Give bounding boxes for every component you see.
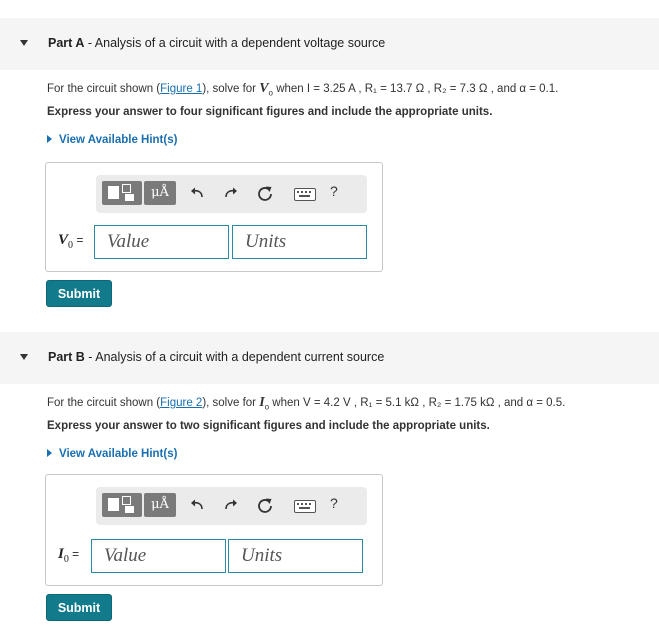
figure-1-link[interactable]: Figure 1 (160, 83, 203, 95)
part-b-toolbar (96, 487, 367, 525)
part-a-toolbar (96, 175, 367, 213)
figure-2-link[interactable]: Figure 2 (160, 397, 203, 409)
part-a-answer-label: $V_0$ = (58, 232, 84, 251)
part-b-title: Part B - Analysis of a circuit with a dependent current source (48, 350, 385, 364)
help-icon[interactable]: ? (330, 183, 338, 199)
redo-icon[interactable] (222, 496, 240, 514)
part-b-value-input[interactable]: Value (91, 539, 226, 573)
part-a-answer-box (45, 162, 383, 272)
units-icon[interactable]: μÅ (144, 181, 176, 205)
part-a-prompt: For the circuit shown (Figure 1), solve for $V_o$ when I = 3.25 A , R₁ = 13.7 Ω , R₂ = 7.3 Ω , and α = 0.1. (47, 81, 559, 98)
templates-icon[interactable] (102, 493, 142, 517)
keyboard-icon[interactable] (294, 500, 316, 513)
part-b-submit-button[interactable]: Submit (46, 594, 112, 621)
reset-icon[interactable] (256, 496, 274, 514)
part-a-submit-button[interactable]: Submit (46, 280, 112, 307)
part-a-units-input[interactable]: Units (232, 225, 367, 259)
part-b-units-input[interactable]: Units (228, 539, 363, 573)
part-a-header[interactable] (0, 18, 659, 70)
part-b-hint-link[interactable]: View Available Hint(s) (47, 448, 177, 460)
part-b-instruction: Express your answer to two significant figures and include the appropriate units. (47, 420, 490, 432)
part-a-title: Part A - Analysis of a circuit with a dependent voltage source (48, 36, 386, 50)
collapse-triangle-icon[interactable] (20, 40, 28, 46)
part-b-answer-box (45, 474, 383, 586)
part-b-header[interactable] (0, 332, 659, 384)
reset-icon[interactable] (256, 184, 274, 202)
part-a-instruction: Express your answer to four significant figures and include the appropriate units. (47, 106, 493, 118)
undo-icon[interactable] (188, 184, 206, 202)
units-icon[interactable]: μÅ (144, 493, 176, 517)
part-a-hint-link[interactable]: View Available Hint(s) (47, 134, 177, 146)
collapse-triangle-icon[interactable] (20, 354, 28, 360)
part-b-answer-label: $I_0$ = (58, 546, 80, 565)
part-b-prompt: For the circuit shown (Figure 2), solve for $I_o$ when V = 4.2 V , R₁ = 5.1 kΩ , R₂ = 1.75 kΩ , and α = 0.5. (47, 395, 566, 412)
keyboard-icon[interactable] (294, 188, 316, 201)
redo-icon[interactable] (222, 184, 240, 202)
part-a-value-input[interactable]: Value (94, 225, 229, 259)
undo-icon[interactable] (188, 496, 206, 514)
templates-icon[interactable] (102, 181, 142, 205)
expand-triangle-icon (47, 449, 52, 457)
help-icon[interactable]: ? (330, 495, 338, 511)
expand-triangle-icon (47, 135, 52, 143)
